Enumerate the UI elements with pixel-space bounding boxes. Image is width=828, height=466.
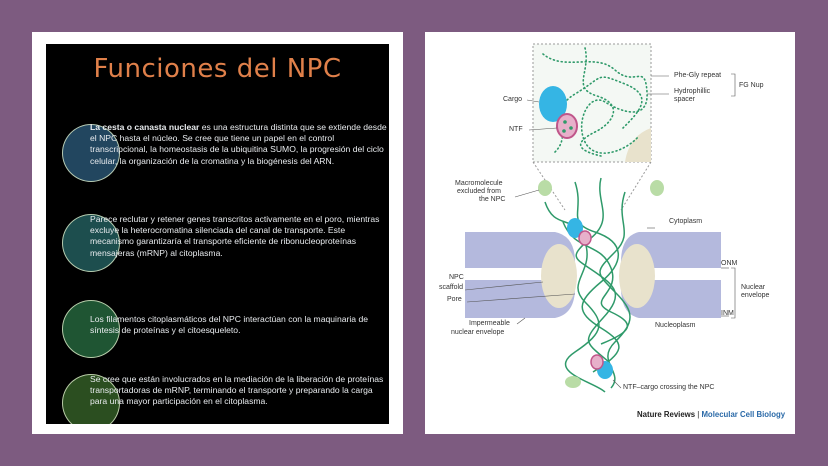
scaffold-right (619, 244, 655, 308)
label-inm: INM (721, 310, 734, 317)
bracket-fgnup (731, 74, 735, 96)
label-impermeable-1: Impermeable (469, 320, 510, 327)
leader-impermeable (517, 318, 525, 324)
label-spacer: spacer (674, 96, 696, 103)
label-nuclear: Nuclear (741, 284, 766, 291)
label-onm: ONM (721, 260, 738, 267)
paragraph-3: Los filamentos citoplasmáticos del NPC interactúan con la maquinaria de síntesis de proteínas y el citoesqueleto. (90, 314, 369, 336)
label-envelope: envelope (741, 292, 770, 299)
ntf-bottom (591, 355, 603, 369)
macromolecule-3 (565, 376, 581, 388)
figure-card (425, 32, 795, 434)
slide (46, 44, 389, 424)
credit-publisher: Nature Reviews (637, 410, 696, 419)
label-cytoplasm: Cytoplasm (669, 218, 703, 225)
label-macromolecule-1: Macromolecule (455, 180, 503, 187)
slide-title: Funciones del NPC (93, 54, 342, 84)
label-phe-gly: Phe-Gly repeat (674, 72, 722, 79)
label-macromolecule-3: the NPC (479, 196, 506, 203)
paragraph-2: Parece reclutar y retener genes transcritos activamente en el poro, mientras excluye la heterocromatina silenciada del canal de transporte. Este mecanismo garantizaría el transporte eficiente de ribonucleoproteínas mensajeras (mRNP) al citoplasma. (90, 214, 380, 258)
label-pore: Pore (447, 296, 462, 303)
credit-journal: Molecular Cell Biology (701, 410, 786, 419)
label-ntf: NTF (509, 126, 523, 133)
paragraph-1-lead: La cesta o canasta nuclear (90, 122, 200, 132)
label-scaffold: scaffold (439, 284, 463, 291)
inset-guide-right (621, 162, 651, 210)
scaffold-left (541, 244, 577, 308)
label-fg-nup: FG Nup (739, 82, 764, 89)
figure-credit (637, 410, 785, 419)
label-macromolecule-2: excluded from (457, 188, 501, 195)
ntf-top (579, 231, 591, 245)
paragraph-1 (90, 122, 387, 167)
macromolecule-2 (650, 180, 664, 196)
leader-macro (515, 190, 539, 197)
paragraph-4: Se cree que están involucrados en la mediación de la liberación de proteínas transportadoras de mRNP, terminando el transporte y preparando la carga para una mayor participación en el citoplasma. (90, 374, 384, 407)
credit-separator: | (695, 410, 702, 419)
inset-ntf (557, 114, 577, 138)
label-hydrophilic: Hydrophillic (674, 88, 711, 95)
slide-card (32, 32, 403, 434)
macromolecule-1 (538, 180, 552, 196)
label-ntf-cargo: NTF–cargo crossing the NPC (623, 384, 715, 391)
paragraph-1-text: es una estructura distinta que se extiende desde el NPC hasta el núcleo. Se cree que tiene un papel en el control transcripcional, la homeostasis de la ubiquitina SUMO, la progresión del ciclo celular, la organización de la cromatina y la biogénesis del ARN. (90, 122, 387, 166)
label-nucleoplasm: Nucleoplasm (655, 322, 696, 329)
label-cargo: Cargo (503, 96, 523, 103)
label-npc: NPC (449, 274, 464, 281)
label-impermeable-2: nuclear envelope (451, 329, 505, 336)
npc-diagram (425, 32, 795, 434)
